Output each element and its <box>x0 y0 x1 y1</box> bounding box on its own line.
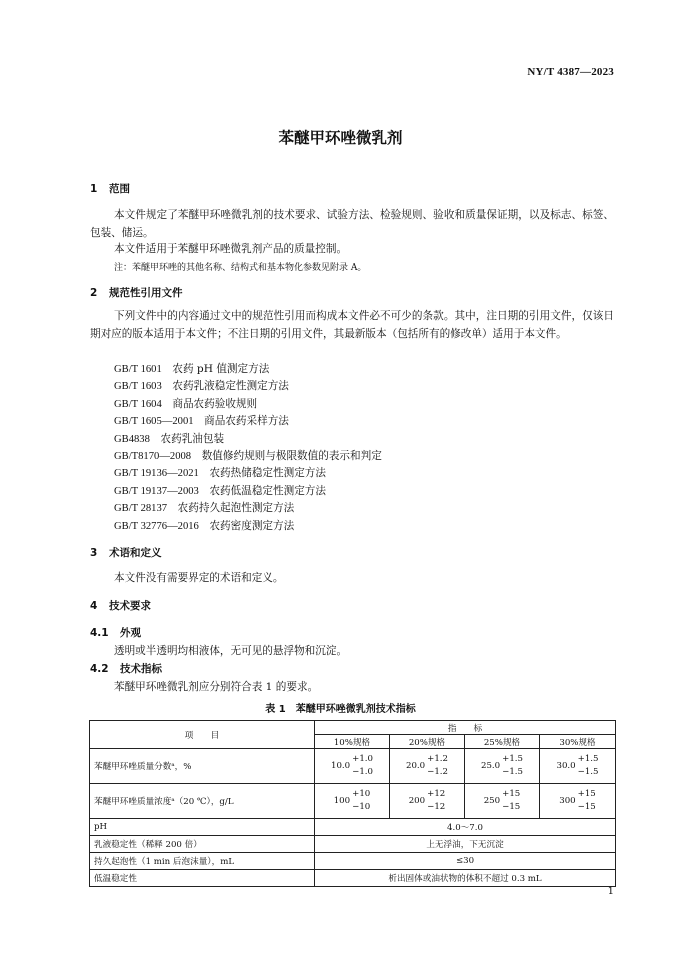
table-header-row <box>90 721 616 735</box>
section-3-heading <box>90 545 162 560</box>
section-1-heading <box>90 181 130 196</box>
tolerance-cell <box>390 749 465 784</box>
reference-item <box>114 448 382 465</box>
row-label: 苯醚甲环唑质量分数ᵃ，% <box>90 749 315 784</box>
tolerance-base: 200 <box>408 796 426 806</box>
tolerance-minus: −15 <box>577 802 596 812</box>
reference-item <box>114 500 382 517</box>
tolerance-base: 20.0 <box>405 761 426 771</box>
section-2-para: 下列文件中的内容通过文中的规范性引用而构成本文件必不可少的条款。其中，注日期的引用文件，仅该日期对应的版本适用于本文件；不注日期的引用文件，其最新版本（包括所有的修改单）适用于本文件。 <box>90 310 614 340</box>
item-header: 项 目 <box>90 721 315 749</box>
tolerance-minus: −1.0 <box>352 767 373 777</box>
section-4-2-heading <box>90 661 162 676</box>
technical-index-table <box>89 720 616 887</box>
section-title: 技术指标 <box>120 663 162 675</box>
tolerance-plus: +1.5 <box>502 754 523 764</box>
tolerance-base: 10.0 <box>330 761 351 771</box>
tolerance-base: 100 <box>333 796 351 806</box>
reference-code: GB/T 19137—2003 <box>114 485 199 497</box>
reference-item <box>114 396 382 413</box>
table-caption: 表 1 苯醚甲环唑微乳剂技术指标 <box>265 704 416 715</box>
reference-title: 农药乳油包装 <box>160 432 225 445</box>
tolerance-base: 300 <box>559 796 576 806</box>
table-row <box>90 819 616 836</box>
section-2-heading <box>90 285 183 300</box>
page-number: 1 <box>607 886 614 897</box>
tolerance-minus: −1.5 <box>577 767 599 777</box>
tolerance-plus: +12 <box>427 789 446 799</box>
tolerance-minus: −1.5 <box>502 767 523 777</box>
tolerance-cell <box>540 749 616 784</box>
section-4-1-heading <box>90 625 141 640</box>
section-1-note: 注：苯醚甲环唑的其他名称、结构式和基本物化参数见附录 A。 <box>114 263 367 273</box>
reference-code: GB/T 1601 <box>114 364 162 375</box>
reference-code: GB/T 32776—2016 <box>114 520 199 532</box>
tolerance-base: 250 <box>483 796 501 806</box>
reference-item <box>114 431 382 448</box>
tolerance-cell <box>465 784 540 819</box>
table-row <box>90 784 616 819</box>
tolerance-base: 30.0 <box>556 761 576 771</box>
index-header: 指 标 <box>315 721 616 735</box>
tolerance-minus: −15 <box>502 802 521 812</box>
row-value: 4.0～7.0 <box>315 819 616 836</box>
reference-code: GB/T 1603 <box>114 381 162 393</box>
section-title: 范围 <box>109 183 130 195</box>
tolerance-minus: −12 <box>427 802 446 812</box>
table-row <box>90 836 616 853</box>
spec-30-header: 30%规格 <box>540 735 616 749</box>
tolerance-cell <box>390 784 465 819</box>
table-row <box>90 749 616 784</box>
reference-title: 农药 pH 值测定方法 <box>172 363 270 375</box>
reference-code: GB/T 19136—2021 <box>114 468 199 480</box>
section-number: 3 <box>90 547 98 559</box>
row-label: 低温稳定性 <box>90 870 315 887</box>
section-title: 外观 <box>120 627 141 639</box>
section-title: 技术要求 <box>109 600 151 612</box>
reference-item <box>114 378 382 395</box>
row-label: 乳液稳定性（稀释 200 倍） <box>90 836 315 853</box>
spec-20-header: 20%规格 <box>390 735 465 749</box>
reference-title: 数值修约规则与极限数值的表示和判定 <box>201 449 382 462</box>
section-number: 4 <box>90 600 98 612</box>
spec-25-header: 25%规格 <box>465 735 540 749</box>
reference-title: 农药热储稳定性测定方法 <box>209 467 326 480</box>
reference-title: 商品农药采样方法 <box>204 415 289 428</box>
reference-title: 农药持久起泡性测定方法 <box>177 502 295 515</box>
tolerance-base: 25.0 <box>480 761 501 771</box>
reference-title: 农药低温稳定性测定方法 <box>209 484 326 497</box>
tolerance-plus: +1.5 <box>577 754 599 764</box>
row-value: 上无浮油，下无沉淀 <box>315 836 616 853</box>
reference-title: 农药乳液稳定性测定方法 <box>172 380 289 393</box>
tolerance-plus: +15 <box>577 789 596 799</box>
tolerance-cell <box>315 749 390 784</box>
reference-code: GB/T 28137 <box>114 503 168 515</box>
row-value: 析出固体或油状物的体积不超过 0.3 mL <box>315 870 616 887</box>
reference-title: 农药密度测定方法 <box>209 519 295 532</box>
table-row <box>90 853 616 870</box>
section-number: 4.1 <box>90 627 109 639</box>
reference-item <box>114 465 382 482</box>
reference-code: GB/T8170—2008 <box>114 450 192 462</box>
row-label: 苯醚甲环唑质量浓度ᵃ（20 ℃），g/L <box>90 784 315 819</box>
normative-reference-list <box>114 361 382 535</box>
section-number: 4.2 <box>90 663 109 675</box>
section-3-para: 本文件没有需要界定的术语和定义。 <box>114 572 284 584</box>
reference-title: 商品农药验收规则 <box>172 397 258 410</box>
tolerance-plus: +10 <box>352 789 371 799</box>
reference-item <box>114 518 382 535</box>
tolerance-minus: −1.2 <box>427 767 448 777</box>
section-number: 2 <box>90 287 98 299</box>
reference-item <box>114 413 382 430</box>
section-4-1-para: 透明或半透明均相液体，无可见的悬浮物和沉淀。 <box>114 645 348 657</box>
section-4-2-para: 苯醚甲环唑微乳剂应分别符合表 1 的要求。 <box>114 681 319 693</box>
reference-item <box>114 483 382 500</box>
reference-item <box>114 361 382 378</box>
section-4-heading <box>90 598 151 613</box>
section-1-para-1: 本文件规定了苯醚甲环唑微乳剂的技术要求、试验方法、检验规则、验收和质量保证期，以及标志、标签、包装、储运。 <box>90 209 614 239</box>
row-value: ≤30 <box>315 853 616 870</box>
spec-10-header: 10%规格 <box>315 735 390 749</box>
tolerance-cell <box>465 749 540 784</box>
tolerance-cell <box>540 784 616 819</box>
tolerance-minus: −10 <box>352 802 371 812</box>
reference-code: GB/T 1604 <box>114 398 162 410</box>
tolerance-plus: +1.0 <box>352 754 373 764</box>
row-label: 持久起泡性（1 min 后泡沫量），mL <box>90 853 315 870</box>
tolerance-plus: +15 <box>502 789 521 799</box>
section-1-para-2: 本文件适用于苯醚甲环唑微乳剂产品的质量控制。 <box>114 243 348 255</box>
tolerance-cell <box>315 784 390 819</box>
reference-code: GB4838 <box>114 433 150 445</box>
section-number: 1 <box>90 183 98 195</box>
section-title: 规范性引用文件 <box>109 287 183 299</box>
row-label: pH <box>90 819 315 836</box>
table-row <box>90 870 616 887</box>
section-title: 术语和定义 <box>109 547 162 559</box>
document-code: NY/T 4387—2023 <box>527 66 614 78</box>
tolerance-plus: +1.2 <box>427 754 448 764</box>
document-title: 苯醚甲环唑微乳剂 <box>278 129 403 147</box>
reference-code: GB/T 1605—2001 <box>114 416 194 428</box>
